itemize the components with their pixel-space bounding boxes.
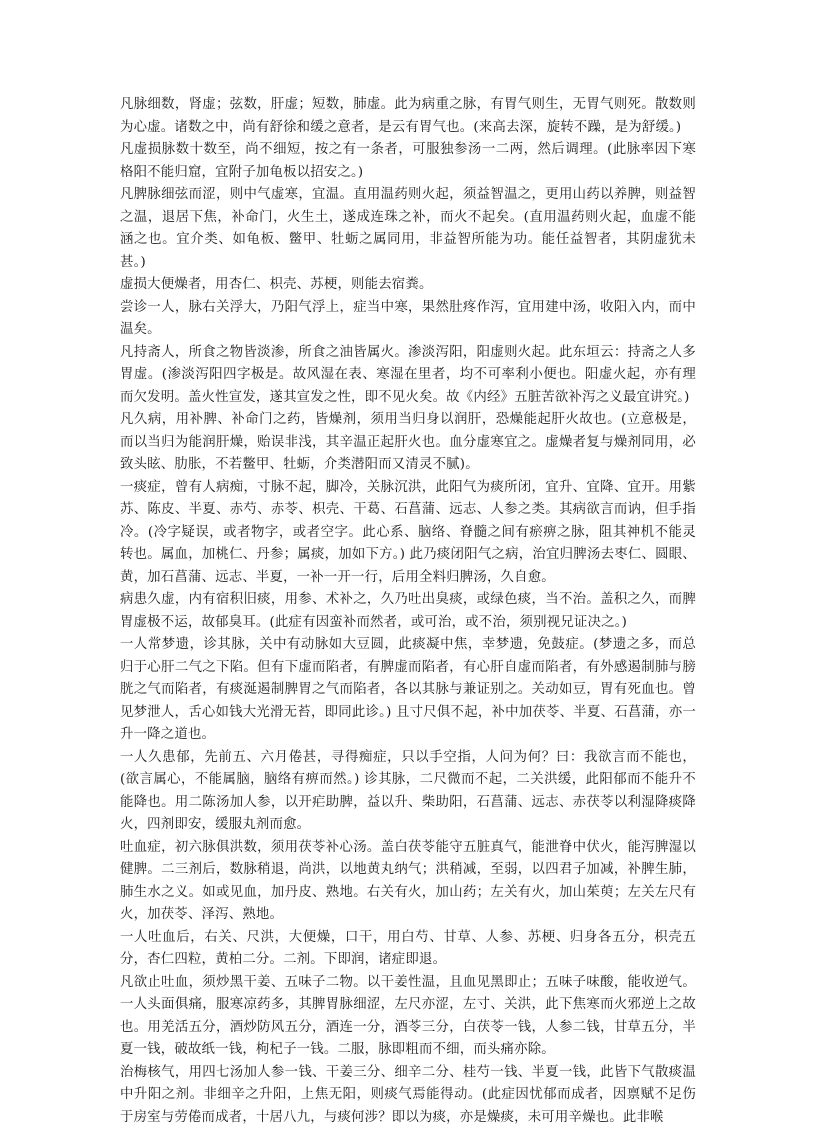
paragraph-post-hematemesis: 一人吐血后，右关、尺洪，大便燥，口干，用白芍、甘草、人参、苏梗、归身各五分，枳壳五分，杏仁四粒，黄柏二分。二剂。下即润，诸症即退。 xyxy=(120,927,696,972)
paragraph-case-right-guan: 尝诊一人，脉右关浮大，乃阳气浮上，症当中寒，果然肚疼作泻，宜用建中汤，收阳入内，而中温矣。 xyxy=(120,297,696,342)
paragraph-deficiency-pulse: 凡虚损脉数十数至，尚不细短，按之有一条者，可服独参汤一二两，然后调理。(此脉率因下寒格阳不能归窟，宜附子加龟板以招安之。) xyxy=(120,139,696,184)
paragraph-depression-case: 一人久患郁，先前五、六月倦甚，寻得痴症，只以手空指，人问为何？曰：我欲言而不能也，(欲言属心，不能属脑，脑络有痹而然。) 诊其脉，二尺微而不起，二关洪缓，此阳郁而不能升不能降也。用二陈汤加人参，以开疟助脾，益以升、柴助阳，石菖蒲、远志、赤茯苓以利湿降痰降火，四剂即安，缓服丸剂而愈。 xyxy=(120,747,696,837)
paragraph-plum-pit-qi: 治梅核气，用四七汤加人参一钱、干姜三分、细辛二分、桂芍一钱、半夏一钱，此皆下气散痰温中升阳之剂。非细辛之升阳，上焦无阳，则痰气焉能得动。(此症因忧郁而成者，因禀赋不足伤于房室与劳倦而成者，十居八九，与痰何涉？即以为痰，亦是燥痰，未可用辛燥也。此非喉 xyxy=(120,1062,696,1129)
document-page xyxy=(120,94,696,1129)
paragraph-hematemesis: 吐血症，初六脉俱洪数，须用茯苓补心汤。盖白茯苓能守五脏真气，能泄脊中伏火，能泻脾湿以健脾。二三剂后，数脉稍退，尚洪，以地黄丸纳气；洪稍减，至弱，以四君子加减，补脾生肺，肺生水之义。如或见血，加丹皮、熟地。右关有火，加山药；左关有火，加山茱萸；左关左尺有火，加茯苓、泽泻、熟地。 xyxy=(120,837,696,927)
paragraph-spleen-pulse: 凡脾脉细弦而涩，则中气虚寒，宜温。直用温药则火起，须益智温之，更用山药以养脾，则益智之温，退居下焦，补命门，火生土，遂成连珠之补，而火不起矣。(直用温药则火起，血虚不能涵之也。宜介类、如龟板、鳖甲、牡蛎之属同用，非益智所能为功。能任益智者，其阴虚犹未甚。) xyxy=(120,184,696,274)
paragraph-stop-bleeding: 凡欲止吐血，须炒黑干姜、五味子二物。以干姜性温，且血见黑即止；五味子味酸，能收逆气。一人头面俱痛，服寒凉药多，其脾胃脉细涩，左尺亦涩，左寸、关洪，此下焦寒而火邪逆上之故也。用羌活五分，酒炒防风五分，酒连一分，酒苓三分，白茯苓一钱，人参二钱，甘草五分，半夏一钱，破故纸一钱，枸杞子一钱。二服，脉即粗而不细，而头痛亦除。 xyxy=(120,972,696,1062)
paragraph-chronic-illness: 凡久病，用补脾、补命门之药，皆燥剂，须用当归身以润肝，恐燥能起肝火故也。(立意极是，而以当归为能润肝燥，贻误非浅，其辛温正起肝火也。血分虚寒宜之。虚燥者复与燥剂同用，必致头眩、肋胀，不若鳖甲、牡蛎，介类潜阳而又清灵不腻)。 xyxy=(120,409,696,477)
paragraph-constipation: 虚损大便燥者，用杏仁、枳壳、苏梗，则能去宿粪。 xyxy=(120,274,696,297)
paragraph-nocturnal-emission: 一人常梦遗，诊其脉，关中有动脉如大豆圆，此痰凝中焦，幸梦遗，免鼓症。(梦遗之多，而总归于心肝二气之下陷。但有下虚而陷者，有脾虚而陷者，有心肝自虚而陷者，有外感遏制肺与膀胱之气而陷者，有痰涎遏制脾胃之气而陷者，各以其脉与兼证别之。关动如豆，胃有死血也。曾见梦泄人，舌心如钱大光滑无苔，即同此诊。) 且寸尺俱不起，补中加茯苓、半夏、石菖蒲，亦一升一降之道也。 xyxy=(120,634,696,747)
paragraph-prolonged-deficiency: 病患久虚，内有宿积旧痰，用参、术补之，久乃吐出臭痰，或绿色痰，当不治。盖积之久，而脾胃虚极不运，故郁臭耳。(此症有因蛮补而然者，或可治，或不治，须别视兄证决之。) xyxy=(120,589,696,634)
paragraph-vegetarian: 凡持斋人，所食之物皆淡渗，所食之油皆属火。渗淡泻阳，阳虚则火起。此东垣云：持斋之人多胃虚。(渗淡泻阳四字极是。故风湿在表、寒湿在里者，均不可率利小便也。阳虚火起，亦有理而欠发明。盖火性宣发，遂其宣发之性，即不见火矣。故《内经》五脏苦欲补泻之义最宜讲究。) xyxy=(120,342,696,410)
paragraph-phlegm-syndrome: 一痰症，曾有人病痴，寸脉不起，脚冷，关脉沉洪，此阳气为痰所闭，宜升、宜降、宜开。用紫苏、陈皮、半夏、赤芍、赤苓、枳壳、干葛、石菖蒲、远志、人参之类。其病欲言而讷，但手指冷。(冷字疑误，或者物字，或者空字。此心系、脑络、脊髓之间有瘀痹之脉，阻其神机不能灵转也。属血，加桃仁、丹参；属痰，加如下方。) 此乃痰闭阳气之病，治宜归脾汤去枣仁、圆眼、黄，加石菖蒲、远志、半夏，一补一开一行，后用全料归脾汤，久自愈。 xyxy=(120,477,696,590)
paragraph-pulse-numbers: 凡脉细数，肾虚；弦数，肝虚；短数，肺虚。此为病重之脉，有胃气则生，无胃气则死。散数则为心虚。诸数之中，尚有舒徐和缓之意者，是云有胃气也。(来高去深，旋转不躁，是为舒缓。) xyxy=(120,94,696,139)
